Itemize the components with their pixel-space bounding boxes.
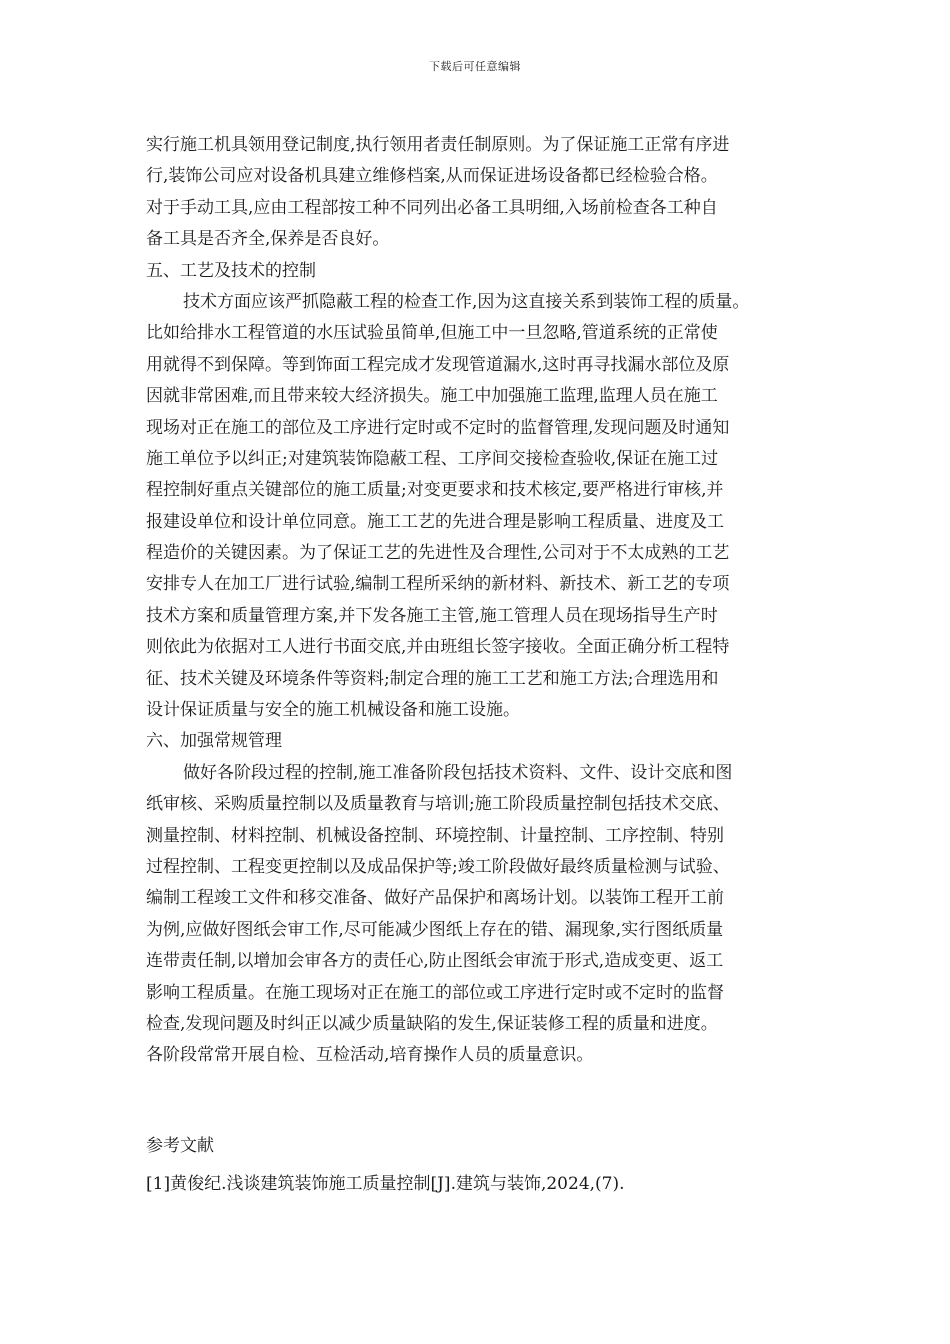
paragraph-line: 行,装饰公司应对设备机具建立维修档案,从而保证进场设备都已经检验合格。: [146, 166, 718, 187]
paragraph-line: 设计保证质量与安全的施工机械设备和施工设施。: [146, 700, 520, 721]
paragraph-line: 安排专人在加工厂进行试验,编制工程所采纳的新材料、新技术、新工艺的专项: [146, 574, 730, 595]
paragraph-line: 做好各阶段过程的控制,施工准备阶段包括技术资料、文件、设计交底和图: [183, 762, 733, 783]
paragraph-line: 因就非常困难,而且带来较大经济损失。施工中加强施工监理,监理人员在施工: [146, 386, 718, 407]
paragraph-line: 测量控制、材料控制、机械设备控制、环境控制、计量控制、工序控制、特别: [146, 825, 724, 846]
paragraph-line: 实行施工机具领用登记制度,执行领用者责任制原则。为了保证施工正常有序进: [146, 135, 730, 155]
paragraph-line: 纸审核、采购质量控制以及质量教育与培训;施工阶段质量控制包括技术交底、: [146, 794, 730, 815]
paragraph-line: 程控制好重点关键部位的施工质量;对变更要求和技术核定,要严格进行审核,并: [146, 480, 724, 501]
paragraph-line: 备工具是否齐全,保养是否良好。: [146, 229, 390, 250]
paragraph-line: 则依此为依据对工人进行书面交底,并由班组长签字接收。全面正确分析工程特: [146, 637, 730, 658]
paragraph-line: 连带责任制,以增加会审各方的责任心,防止图纸会审流于形式,造成变更、返工: [146, 951, 724, 972]
paragraph-line: 影响工程质量。在施工现场对正在施工的部位或工序进行定时或不定时的监督: [146, 982, 724, 1003]
paragraph-line: 程造价的关键因素。为了保证工艺的先进性及合理性,公司对于不太成熟的工艺: [146, 543, 730, 564]
page-header: 下载后可任意编辑: [429, 60, 521, 73]
paragraph-line: 征、技术关键及环境条件等资料;制定合理的施工工艺和施工方法;合理选用和: [146, 668, 719, 689]
paragraph-line: 报建设单位和设计单位同意。施工工艺的先进合理是影响工程质量、进度及工: [146, 511, 724, 532]
paragraph-line: 为例,应做好图纸会审工作,尽可能减少图纸上存在的错、漏现象,实行图纸质量: [146, 919, 724, 940]
section-heading: 五、工艺及技术的控制: [146, 260, 316, 281]
reference-item: [1]黄俊纪.浅谈建筑装饰施工质量控制[J].建筑与装饰,2024,(7).: [146, 1174, 625, 1194]
paragraph-line: 施工单位予以纠正;对建筑装饰隐蔽工程、工序间交接检查验收,保证在施工过: [146, 448, 719, 469]
references-title: 参考文献: [146, 1136, 214, 1156]
paragraph-line: 技术方案和质量管理方案,并下发各施工主管,施工管理人员在现场指导生产时: [146, 605, 718, 626]
paragraph-line: 用就得不到保障。等到饰面工程完成才发现管道漏水,这时再寻找漏水部位及原: [146, 354, 730, 375]
references: [146, 1133, 816, 1209]
section-heading: 六、加强常规管理: [146, 731, 282, 752]
document-body: [146, 132, 816, 1074]
paragraph-line: 各阶段常常开展自检、互检活动,培育操作人员的质量意识。: [146, 1045, 594, 1066]
paragraph-line: 技术方面应该严抓隐蔽工程的检查工作,因为这直接关系到装饰工程的质量。: [183, 291, 750, 312]
paragraph-line: 过程控制、工程变更控制以及成品保护等;竣工阶段做好最终质量检测与试验、: [146, 856, 730, 877]
paragraph-line: 检查,发现问题及时纠正以减少质量缺陷的发生,保证装修工程的质量和进度。: [146, 1013, 718, 1034]
paragraph-line: 现场对正在施工的部位及工序进行定时或不定时的监督管理,发现问题及时通知: [146, 417, 730, 438]
paragraph-line: 对于手动工具,应由工程部按工种不同列出必备工具明细,入场前检查各工种自: [146, 197, 718, 218]
paragraph-line: 编制工程竣工文件和移交准备、做好产品保护和离场计划。以装饰工程开工前: [146, 888, 724, 909]
paragraph-line: 比如给排水工程管道的水压试验虽简单,但施工中一旦忽略,管道系统的正常使: [146, 323, 718, 344]
